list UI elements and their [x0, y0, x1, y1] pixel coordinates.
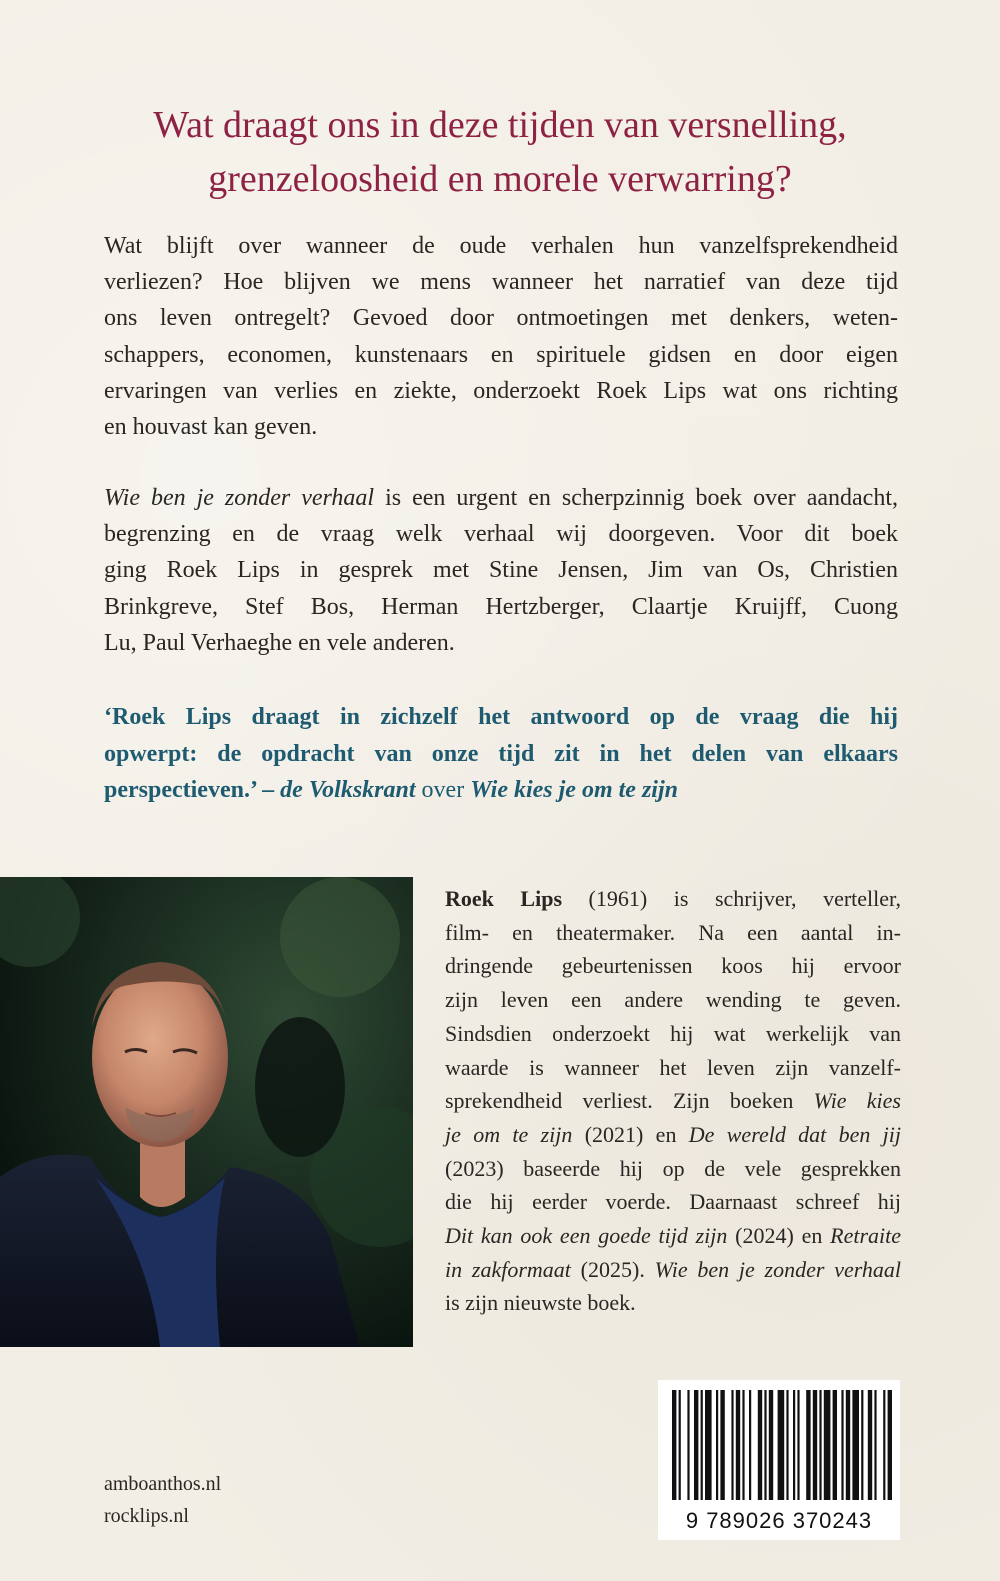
barcode-bar: [749, 1390, 751, 1500]
barcode-number: 9 789026 370243: [685, 1508, 873, 1533]
barcode-bar: [797, 1390, 799, 1500]
quote-line: opwerpt: de opdracht van onze tijd zit in het delen van elkaars: [104, 740, 898, 767]
book-summary-paragraph: [104, 480, 898, 661]
barcode-bar: [720, 1390, 724, 1500]
bio-line: (2023) baseerde hij op de vele gesprekken: [445, 1155, 901, 1181]
author-bio: [445, 882, 901, 1320]
bio-line: Roek Lips (1961) is schrijver, verteller,: [445, 886, 901, 911]
bio-line: die hij eerder voerde. Daarnaast schreef hij: [445, 1189, 901, 1215]
barcode-bar: [736, 1390, 740, 1500]
barcode-bar: [742, 1390, 744, 1500]
barcode-bar: [819, 1390, 821, 1500]
barcode-bar: [758, 1390, 762, 1500]
text-line: en houvast kan geven.: [104, 414, 318, 441]
barcode-bar: [888, 1390, 892, 1500]
quote-line: perspectieven.’ – de Volkskrant over Wie kies je om te zijn: [104, 777, 678, 803]
barcode-bar: [793, 1390, 795, 1500]
barcode-bar: [731, 1390, 733, 1500]
barcode-bar: [813, 1390, 817, 1500]
author-photo: [0, 877, 413, 1347]
author-name: Roek Lips: [445, 886, 563, 911]
barcode-bar: [705, 1390, 712, 1500]
text-line: Wat blijft over wanneer de oude verhalen hun vanzelfsprekendheid: [104, 233, 898, 259]
barcode-bar: [701, 1390, 703, 1500]
barcode-bar: [883, 1390, 885, 1500]
headline-line: grenzeloosheid en morele verwarring?: [208, 158, 792, 200]
barcode-bar: [778, 1390, 785, 1500]
bio-line: is zijn nieuwste boek.: [445, 1290, 636, 1316]
text-line: begrenzing en de vraag welk verhaal wij doorgeven. Voor dit boek: [104, 521, 898, 548]
text-line: verliezen? Hoe blijven we mens wanneer het narratief van deze tijd: [104, 269, 898, 296]
bio-line: dringende gebeurtenissen koos hij ervoor: [445, 953, 901, 979]
text-line: Lu, Paul Verhaeghe en vele anderen.: [104, 629, 455, 656]
quote-source: de Volkskrant: [280, 777, 416, 803]
isbn-barcode: [658, 1380, 900, 1540]
book-title: Wie ben je zonder verhaal: [104, 485, 375, 511]
quote-line: ‘Roek Lips draagt in zichzelf het antwoord op de vraag die hij: [104, 704, 898, 730]
barcode-bar: [841, 1390, 843, 1500]
bio-line: film- en theatermaker. Na een aantal in-: [445, 919, 901, 945]
bio-line: zijn leven een andere wending te geven.: [445, 987, 901, 1013]
publisher-url[interactable]: amboanthos.nl: [104, 1473, 222, 1495]
barcode-bar: [806, 1390, 810, 1500]
text-line: Wie ben je zonder verhaal is een urgent en scherpzinnig boek over aandacht,: [104, 485, 899, 511]
text-line: schappers, economen, kunstenaars en spirituele gidsen en door eigen: [104, 341, 898, 368]
text-line: ervaringen van verlies en ziekte, onderzoekt Roek Lips wat ons richting: [104, 377, 898, 404]
bio-line: in zakformaat (2025). Wie ben je zonder verhaal: [445, 1256, 901, 1282]
bio-line: Sindsdien onderzoekt hij wat werkelijk van: [445, 1020, 901, 1046]
barcode-bar: [687, 1390, 689, 1500]
barcode-bar: [824, 1390, 831, 1500]
headline: [80, 98, 920, 206]
bio-line: sprekendheid verliest. Zijn boeken Wie kies: [445, 1088, 901, 1114]
headline-line: Wat draagt ons in deze tijden van versnelling,: [153, 104, 847, 146]
barcode-bar: [694, 1390, 698, 1500]
barcode-bar: [861, 1390, 863, 1500]
barcode-bar: [679, 1390, 681, 1500]
text-line: ging Roek Lips in gesprek met Stine Jensen, Jim van Os, Christien: [104, 557, 898, 584]
barcode-bar: [786, 1390, 788, 1500]
barcode-bar: [852, 1390, 859, 1500]
publisher-urls: [104, 1468, 221, 1532]
text-line: ons leven ontregelt? Gevoed door ontmoetingen met denkers, weten-: [104, 305, 898, 332]
review-quote: [104, 699, 898, 809]
barcode-bar: [672, 1390, 676, 1500]
barcode-bar: [764, 1390, 766, 1500]
author-url[interactable]: rocklips.nl: [104, 1505, 189, 1527]
quote-book: Wie kies je om te zijn: [470, 777, 678, 803]
barcode-bar: [716, 1390, 718, 1500]
barcode-bar: [846, 1390, 850, 1500]
barcode-bar: [769, 1390, 773, 1500]
text-line: Brinkgreve, Stef Bos, Herman Hertzberger, Claartje Kruijff, Cuong: [104, 593, 898, 620]
barcode-bar: [833, 1390, 837, 1500]
bio-line: Dit kan ook een goede tijd zijn (2024) en Retraite: [445, 1223, 902, 1249]
bio-line: waarde is wanneer het leven zijn vanzelf-: [445, 1054, 901, 1080]
bio-line: je om te zijn (2021) en De wereld dat ben jij: [445, 1121, 901, 1147]
description-paragraph: [104, 228, 898, 445]
barcode-bar: [868, 1390, 872, 1500]
barcode-bar: [874, 1390, 876, 1500]
